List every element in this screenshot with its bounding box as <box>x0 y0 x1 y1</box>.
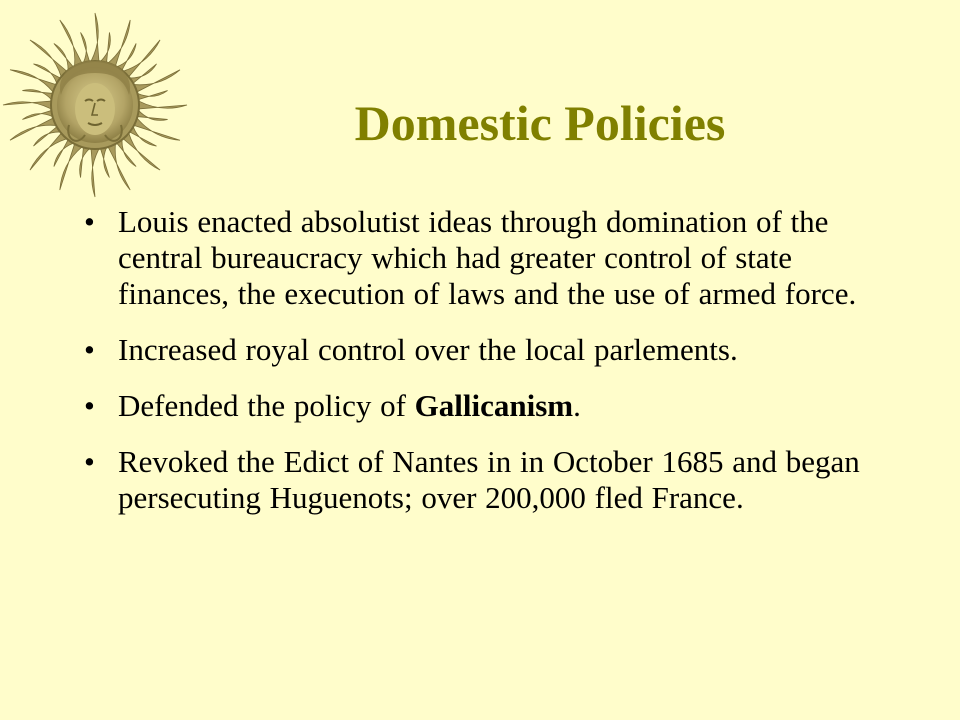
bullet-item <box>84 444 884 516</box>
sun-ray <box>3 101 51 109</box>
sun-ray <box>91 13 99 61</box>
bullet-item <box>84 388 884 424</box>
bullet-dot-icon: • <box>84 444 95 479</box>
sun-ray <box>108 20 130 66</box>
sun-ray <box>117 43 136 70</box>
bullet-text: Increased royal control over the local parlements. <box>118 332 738 367</box>
bullet-item <box>84 332 884 368</box>
sun-ray <box>134 118 180 140</box>
sun-ray <box>22 111 52 120</box>
sun-ray <box>134 70 180 92</box>
sun-ray <box>137 111 167 121</box>
bullet-dot-icon: • <box>84 332 95 367</box>
sun-ray <box>80 147 90 177</box>
sun-ray <box>130 127 157 146</box>
slide-title: Domestic Policies <box>354 95 726 151</box>
sun-ray <box>91 149 99 197</box>
sun-ray <box>60 20 82 66</box>
bullet-item <box>84 204 884 312</box>
sun-ray <box>81 32 90 62</box>
sun-ray <box>101 147 110 177</box>
sun-ray <box>60 144 82 190</box>
bullet-text-after: . <box>573 388 581 423</box>
bullet-dot-icon: • <box>84 388 95 423</box>
sun-ray <box>33 64 60 83</box>
bullet-text: Revoked the Edict of Nantes in in October 1685 and began persecuting Huguenots; over 200,000 fled France. <box>118 444 860 515</box>
sun-ray <box>137 91 167 100</box>
sun-king-emblem-icon <box>0 0 190 200</box>
bullet-dot-icon: • <box>84 204 95 239</box>
bullet-text-bold: Gallicanism <box>414 388 574 423</box>
sun-ray <box>139 101 187 109</box>
sun-ray <box>54 140 73 167</box>
bullet-list <box>84 204 884 536</box>
sun-ray <box>22 90 52 100</box>
sun-ray <box>10 70 56 92</box>
sun-ray <box>108 144 130 190</box>
bullet-text-before: Defended the policy of <box>118 388 415 423</box>
sun-ray <box>101 32 111 62</box>
sun-ray <box>10 118 56 140</box>
bullet-text: Louis enacted absolutist ideas through domination of the central bureaucracy which had greater control of state finances, the execution of laws and the use of armed force. <box>118 204 857 311</box>
